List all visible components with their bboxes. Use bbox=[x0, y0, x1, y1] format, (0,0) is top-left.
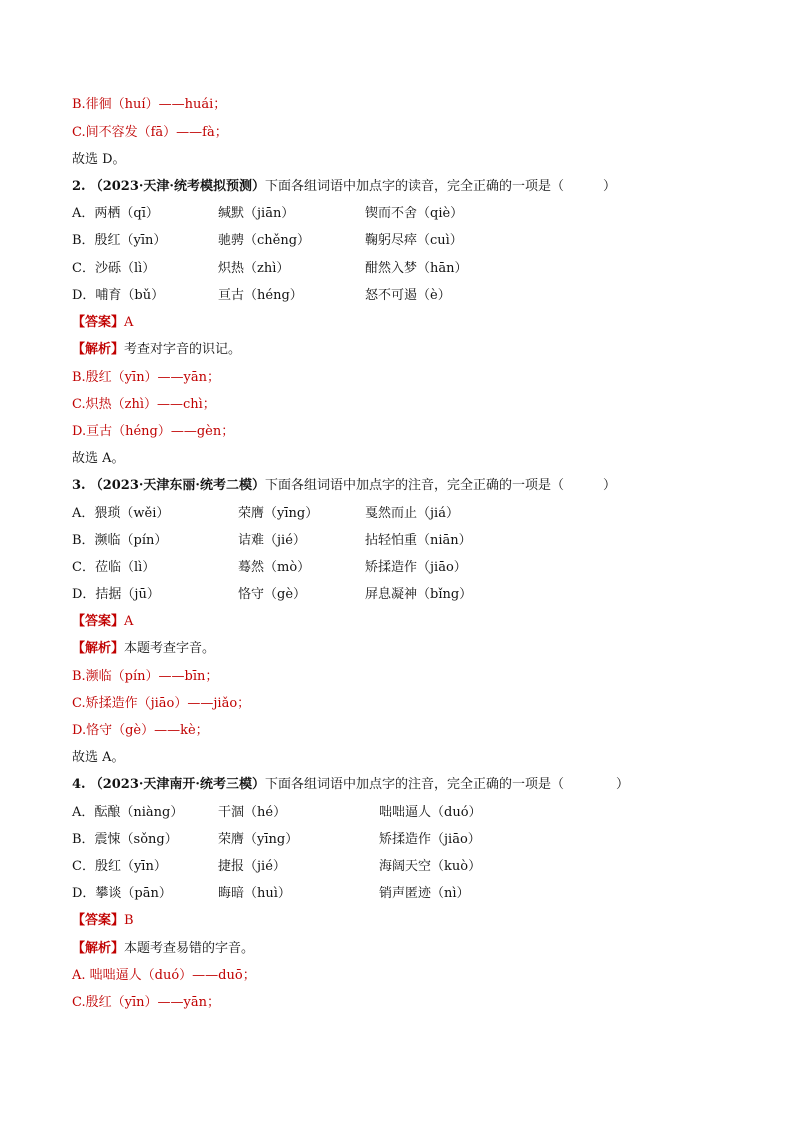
question-number: 4. bbox=[72, 777, 86, 792]
question-2-conclusion: 故选 A。 bbox=[72, 451, 125, 466]
option-word: 鞠躬尽瘁（cuì） bbox=[365, 233, 463, 248]
analysis-label: 【解析】 bbox=[72, 941, 125, 956]
analysis-text: 本题考查易错的字音。 bbox=[124, 941, 255, 956]
question-3-detail: C.矫揉造作（jiāo）——jiǎo； bbox=[72, 696, 251, 711]
question-4-answer bbox=[72, 912, 754, 930]
question-2-answer bbox=[72, 314, 754, 332]
question-3-conclusion: 故选 A。 bbox=[72, 750, 125, 765]
option-word: B．殷红（yīn） bbox=[72, 233, 167, 248]
answer-label: 【答案】 bbox=[72, 614, 125, 629]
question-source: （2023·天津南开·统考三模） bbox=[89, 777, 265, 792]
question-2-detail: C.炽热（zhì）——chì； bbox=[72, 397, 216, 412]
option-word: 捷报（jié） bbox=[218, 859, 286, 874]
question-3-detail: D.恪守（gè）——kè； bbox=[72, 723, 209, 738]
option-word: 矫揉造作（jiāo） bbox=[379, 832, 481, 847]
option-word: 酣然入梦（hān） bbox=[365, 261, 468, 276]
option-word: A．酝酿（niàng） bbox=[72, 805, 184, 820]
question-3-header bbox=[72, 477, 754, 495]
answer-label: 【答案】 bbox=[72, 315, 125, 330]
answer-label: 【答案】 bbox=[72, 913, 125, 928]
option-word: C．沙砾（lì） bbox=[72, 261, 156, 276]
option-word: B．震悚（sǒng） bbox=[72, 832, 178, 847]
question-prompt: 下面各组词语中加点字的读音，完全正确的一项是（ ） bbox=[264, 179, 616, 194]
option-word: 戛然而止（jiá） bbox=[365, 506, 459, 521]
option-word: 荣膺（yīng） bbox=[238, 506, 319, 521]
analysis-text: 本题考查字音。 bbox=[124, 641, 216, 656]
option-word: C．莅临（lì） bbox=[72, 560, 156, 575]
option-word: 矫揉造作（jiāo） bbox=[365, 560, 467, 575]
prev-detail-c: C.间不容发（fā）——fà； bbox=[72, 125, 228, 140]
analysis-text: 考查对字音的识记。 bbox=[124, 342, 242, 357]
question-4-detail: C.殷红（yīn）——yān； bbox=[72, 995, 220, 1010]
question-2-detail: B.殷红（yīn）——yān； bbox=[72, 370, 221, 385]
answer-value: B bbox=[124, 913, 134, 928]
question-4-detail: A. 咄咄逼人（duó）——duō； bbox=[72, 968, 256, 983]
prev-conclusion: 故选 D。 bbox=[72, 152, 126, 167]
option-word: A．猥琐（wěi） bbox=[72, 506, 170, 521]
question-2-analysis bbox=[72, 341, 754, 359]
analysis-label: 【解析】 bbox=[72, 342, 125, 357]
analysis-label: 【解析】 bbox=[72, 641, 125, 656]
question-4-analysis bbox=[72, 940, 754, 958]
option-word: 怒不可遏（è） bbox=[365, 288, 451, 303]
question-number: 3. bbox=[72, 478, 86, 493]
option-word: 荣膺（yīng） bbox=[218, 832, 299, 847]
question-2-detail: D.亘古（héng）——gèn； bbox=[72, 424, 235, 439]
answer-value: A bbox=[124, 614, 134, 629]
question-2-header bbox=[72, 178, 754, 196]
question-4-header bbox=[72, 776, 754, 794]
option-word: 晦暗（huì） bbox=[218, 886, 291, 901]
option-word: 锲而不舍（qiè） bbox=[365, 206, 464, 221]
question-number: 2. bbox=[72, 179, 86, 194]
option-word: 拈轻怕重（niān） bbox=[365, 533, 472, 548]
answer-value: A bbox=[124, 315, 134, 330]
option-word: 蓦然（mò） bbox=[238, 560, 311, 575]
question-3-analysis bbox=[72, 640, 754, 658]
option-word: C．殷红（yīn） bbox=[72, 859, 167, 874]
question-3-answer bbox=[72, 613, 754, 631]
question-3-detail: B.濒临（pín）——bīn； bbox=[72, 669, 219, 684]
question-prompt: 下面各组词语中加点字的注音，完全正确的一项是（ ） bbox=[264, 777, 629, 792]
question-prompt: 下面各组词语中加点字的注音，完全正确的一项是（ ） bbox=[264, 478, 616, 493]
option-word: D．哺育（bǔ） bbox=[72, 288, 165, 303]
prev-detail-b: B.徘徊（huí）——huái； bbox=[72, 97, 227, 112]
option-word: 诘难（jié） bbox=[238, 533, 306, 548]
option-word: 海阔天空（kuò） bbox=[379, 859, 482, 874]
option-word: 驰骋（chěng） bbox=[218, 233, 311, 248]
option-word: D．攀谈（pān） bbox=[72, 886, 172, 901]
question-source: （2023·天津·统考模拟预测） bbox=[89, 179, 265, 194]
option-word: 干涸（hé） bbox=[218, 805, 287, 820]
option-word: 炽热（zhì） bbox=[218, 261, 290, 276]
option-word: D．拮据（jū） bbox=[72, 587, 160, 602]
option-word: 销声匿迹（nì） bbox=[379, 886, 470, 901]
option-word: A．两栖（qī） bbox=[72, 206, 159, 221]
option-word: 亘古（héng） bbox=[218, 288, 303, 303]
option-word: 缄默（jiān） bbox=[218, 206, 295, 221]
question-source: （2023·天津东丽·统考二模） bbox=[89, 478, 265, 493]
option-word: B．濒临（pín） bbox=[72, 533, 168, 548]
option-word: 咄咄逼人（duó） bbox=[379, 805, 482, 820]
option-word: 屏息凝神（bǐng） bbox=[365, 587, 473, 602]
option-word: 恪守（gè） bbox=[238, 587, 307, 602]
